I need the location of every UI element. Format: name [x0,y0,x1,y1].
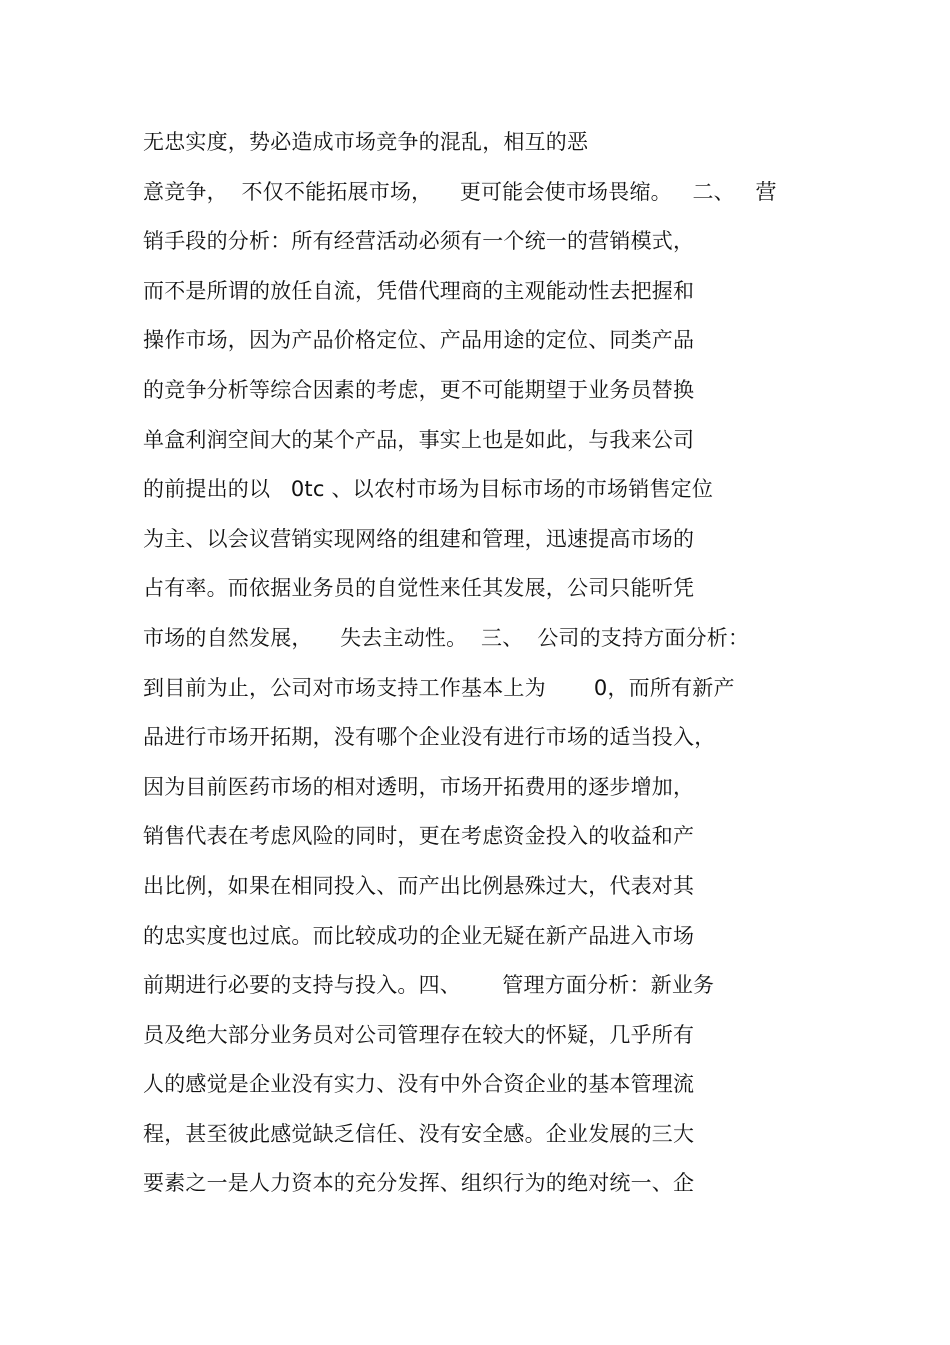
text-line: 品进行市场开拓期，没有哪个企业没有进行市场的适当投入， [143,725,716,750]
text-line: 到目前为止，公司对市场支持工作基本上为 0，而所有新产 [143,675,735,700]
text-line: 单盒利润空间大的某个产品，事实上也是如此，与我来公司 [143,427,695,452]
text-line: 销手段的分析：所有经营活动必须有一个统一的营销模式， [143,229,695,254]
text-line: 销售代表在考虑风险的同时，更在考虑资金投入的收益和产 [143,824,695,849]
text-line: 为主、以会议营销实现网络的组建和管理，迅速提高市场的 [143,526,695,551]
text-line: 程，甚至彼此感觉缺乏信任、没有安全感。企业发展的三大 [143,1121,695,1146]
text-line: 要素之一是人力资本的充分发挥、组织行为的绝对统一、企 [143,1171,695,1196]
text-line: 人的感觉是企业没有实力、没有中外合资企业的基本管理流 [143,1072,695,1097]
text-line: 因为目前医药市场的相对透明，市场开拓费用的逐步增加， [143,774,695,799]
text-line: 前期进行必要的支持与投入。四、 管理方面分析：新业务 [143,973,715,998]
text-line: 的忠实度也过底。而比较成功的企业无疑在新产品进入市场 [143,923,695,948]
text-line: 而不是所谓的放任自流，凭借代理商的主观能动性去把握和 [143,278,695,303]
text-line: 占有率。而依据业务员的自觉性来任其发展，公司只能听凭 [143,576,695,601]
text-line: 员及绝大部分业务员对公司管理存在较大的怀疑，几乎所有 [143,1022,695,1047]
text-line: 的前提出的以 0tc 、以农村市场为目标市场的市场销售定位 [143,477,714,502]
text-line: 操作市场，因为产品价格定位、产品用途的定位、同类产品 [143,328,695,353]
body-text [143,122,933,1213]
text-line: 的竞争分析等综合因素的考虑，更不可能期望于业务员替换 [143,377,695,402]
text-line: 出比例，如果在相同投入、而产出比例悬殊过大，代表对其 [143,873,695,898]
text-line: 市场的自然发展， 失去主动性。 三、 公司的支持方面分析： [143,625,750,650]
text-line: 无忠实度，势必造成市场竞争的混乱，相互的恶 [143,130,589,154]
text-line: 意竞争， 不仅不能拓展市场， 更可能会使市场畏缩。 二、 营 [143,179,777,204]
